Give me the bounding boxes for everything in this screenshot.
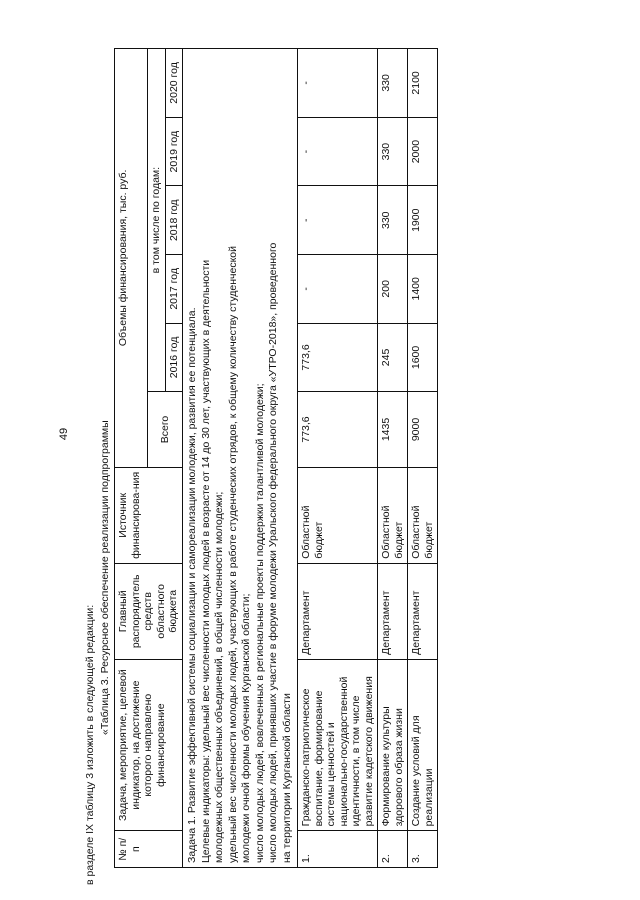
row-source: Областной бюджет xyxy=(298,467,378,563)
resource-table-wrapper xyxy=(114,48,584,868)
header-manager: Главный распорядитель средств областного бюджета xyxy=(115,563,183,659)
row-2019: 330 xyxy=(378,117,408,186)
row-2018: - xyxy=(298,186,378,255)
row-2018: 330 xyxy=(378,186,408,255)
row-manager: Департамент xyxy=(408,563,438,659)
row-2016: 773,6 xyxy=(298,323,378,392)
row-2019: - xyxy=(298,117,378,186)
row-2017: - xyxy=(298,255,378,324)
row-2019: 2000 xyxy=(408,117,438,186)
row-2016: 245 xyxy=(378,323,408,392)
intro-block xyxy=(83,420,113,885)
row-2017: 200 xyxy=(378,255,408,324)
row-2020: 2100 xyxy=(408,49,438,118)
task-line: молодежи очной формы обучения Курганской области; xyxy=(240,593,252,863)
row-total: 773,6 xyxy=(298,392,378,467)
header-volume: Объемы финансирования, тыс. руб. xyxy=(115,49,148,468)
row-2017: 1400 xyxy=(408,255,438,324)
row-manager: Департамент xyxy=(378,563,408,659)
header-source: Источник финансирова-ния xyxy=(115,467,183,563)
task-line: число молодых людей, вовлеченных в региональные проекты поддержки талантливой молодежи; xyxy=(253,383,266,863)
header-year-2018: 2018 год xyxy=(165,186,183,255)
resource-table xyxy=(114,48,438,868)
row-2020: 330 xyxy=(378,49,408,118)
table-row xyxy=(298,49,378,868)
task-cell xyxy=(183,49,298,868)
row-name: Гражданско-патриотическое воспитание, формирование системы ценностей и национально-государственной идентичности, в том числе развитие кадетского движения xyxy=(298,659,378,831)
header-num: № п/п xyxy=(115,831,183,868)
row-source: Областной бюджет xyxy=(408,467,438,563)
page-number: 49 xyxy=(58,427,71,441)
task-line: молодежных общественных объединений, в общей численности молодежи; xyxy=(213,491,225,863)
task-line: удельный вес численности молодых людей, участвующих в работе студенческих отрядов, к общему количеству студенческой xyxy=(226,246,239,863)
row-name: Создание условий для реализации xyxy=(408,659,438,831)
header-by-years: в том числе по годам: xyxy=(148,49,166,392)
header-year-2017: 2017 год xyxy=(165,255,183,324)
row-manager: Департамент xyxy=(298,563,378,659)
row-2020: - xyxy=(298,49,378,118)
task-row xyxy=(183,49,298,868)
header-task: Задача, мероприятие, целевой индикатор, на достижение которого направлено финансирование xyxy=(115,659,183,831)
header-year-2020: 2020 год xyxy=(165,49,183,118)
row-source: Областной бюджет xyxy=(378,467,408,563)
row-num: 2. xyxy=(378,831,408,868)
header-year-2016: 2016 год xyxy=(165,323,183,392)
row-num: 3. xyxy=(408,831,438,868)
task-line: Задача 1. Развитие эффективной системы социализации и самореализации молодежи, развития ее потенциала. xyxy=(186,307,198,863)
table-row xyxy=(378,49,408,868)
table-row xyxy=(408,49,438,868)
header-row-1 xyxy=(115,49,148,868)
task-line: Целевые индикаторы: удельный вес численности молодых людей в возрасте от 14 до 30 лет, участвующих в деятельности xyxy=(199,259,212,863)
intro-line: в разделе IX таблицу 3 изложить в следующей редакции: xyxy=(84,604,96,885)
task-line: число молодых людей, принявших участие в форуме молодежи Уральского федерального округа «УТРО-2018», проведенного xyxy=(267,242,279,863)
task-line: на территории Курганской области xyxy=(280,693,293,863)
table-caption: «Таблица 3. Ресурсное обеспечение реализации подпрограммы xyxy=(99,420,111,735)
row-total: 9000 xyxy=(408,392,438,467)
row-2018: 1900 xyxy=(408,186,438,255)
header-year-2019: 2019 год xyxy=(165,117,183,186)
row-2016: 1600 xyxy=(408,323,438,392)
row-num: 1. xyxy=(298,831,378,868)
header-total: Всего xyxy=(148,392,183,467)
row-total: 1435 xyxy=(378,392,408,467)
row-name: Формирование культуры здорового образа жизни xyxy=(378,659,408,831)
